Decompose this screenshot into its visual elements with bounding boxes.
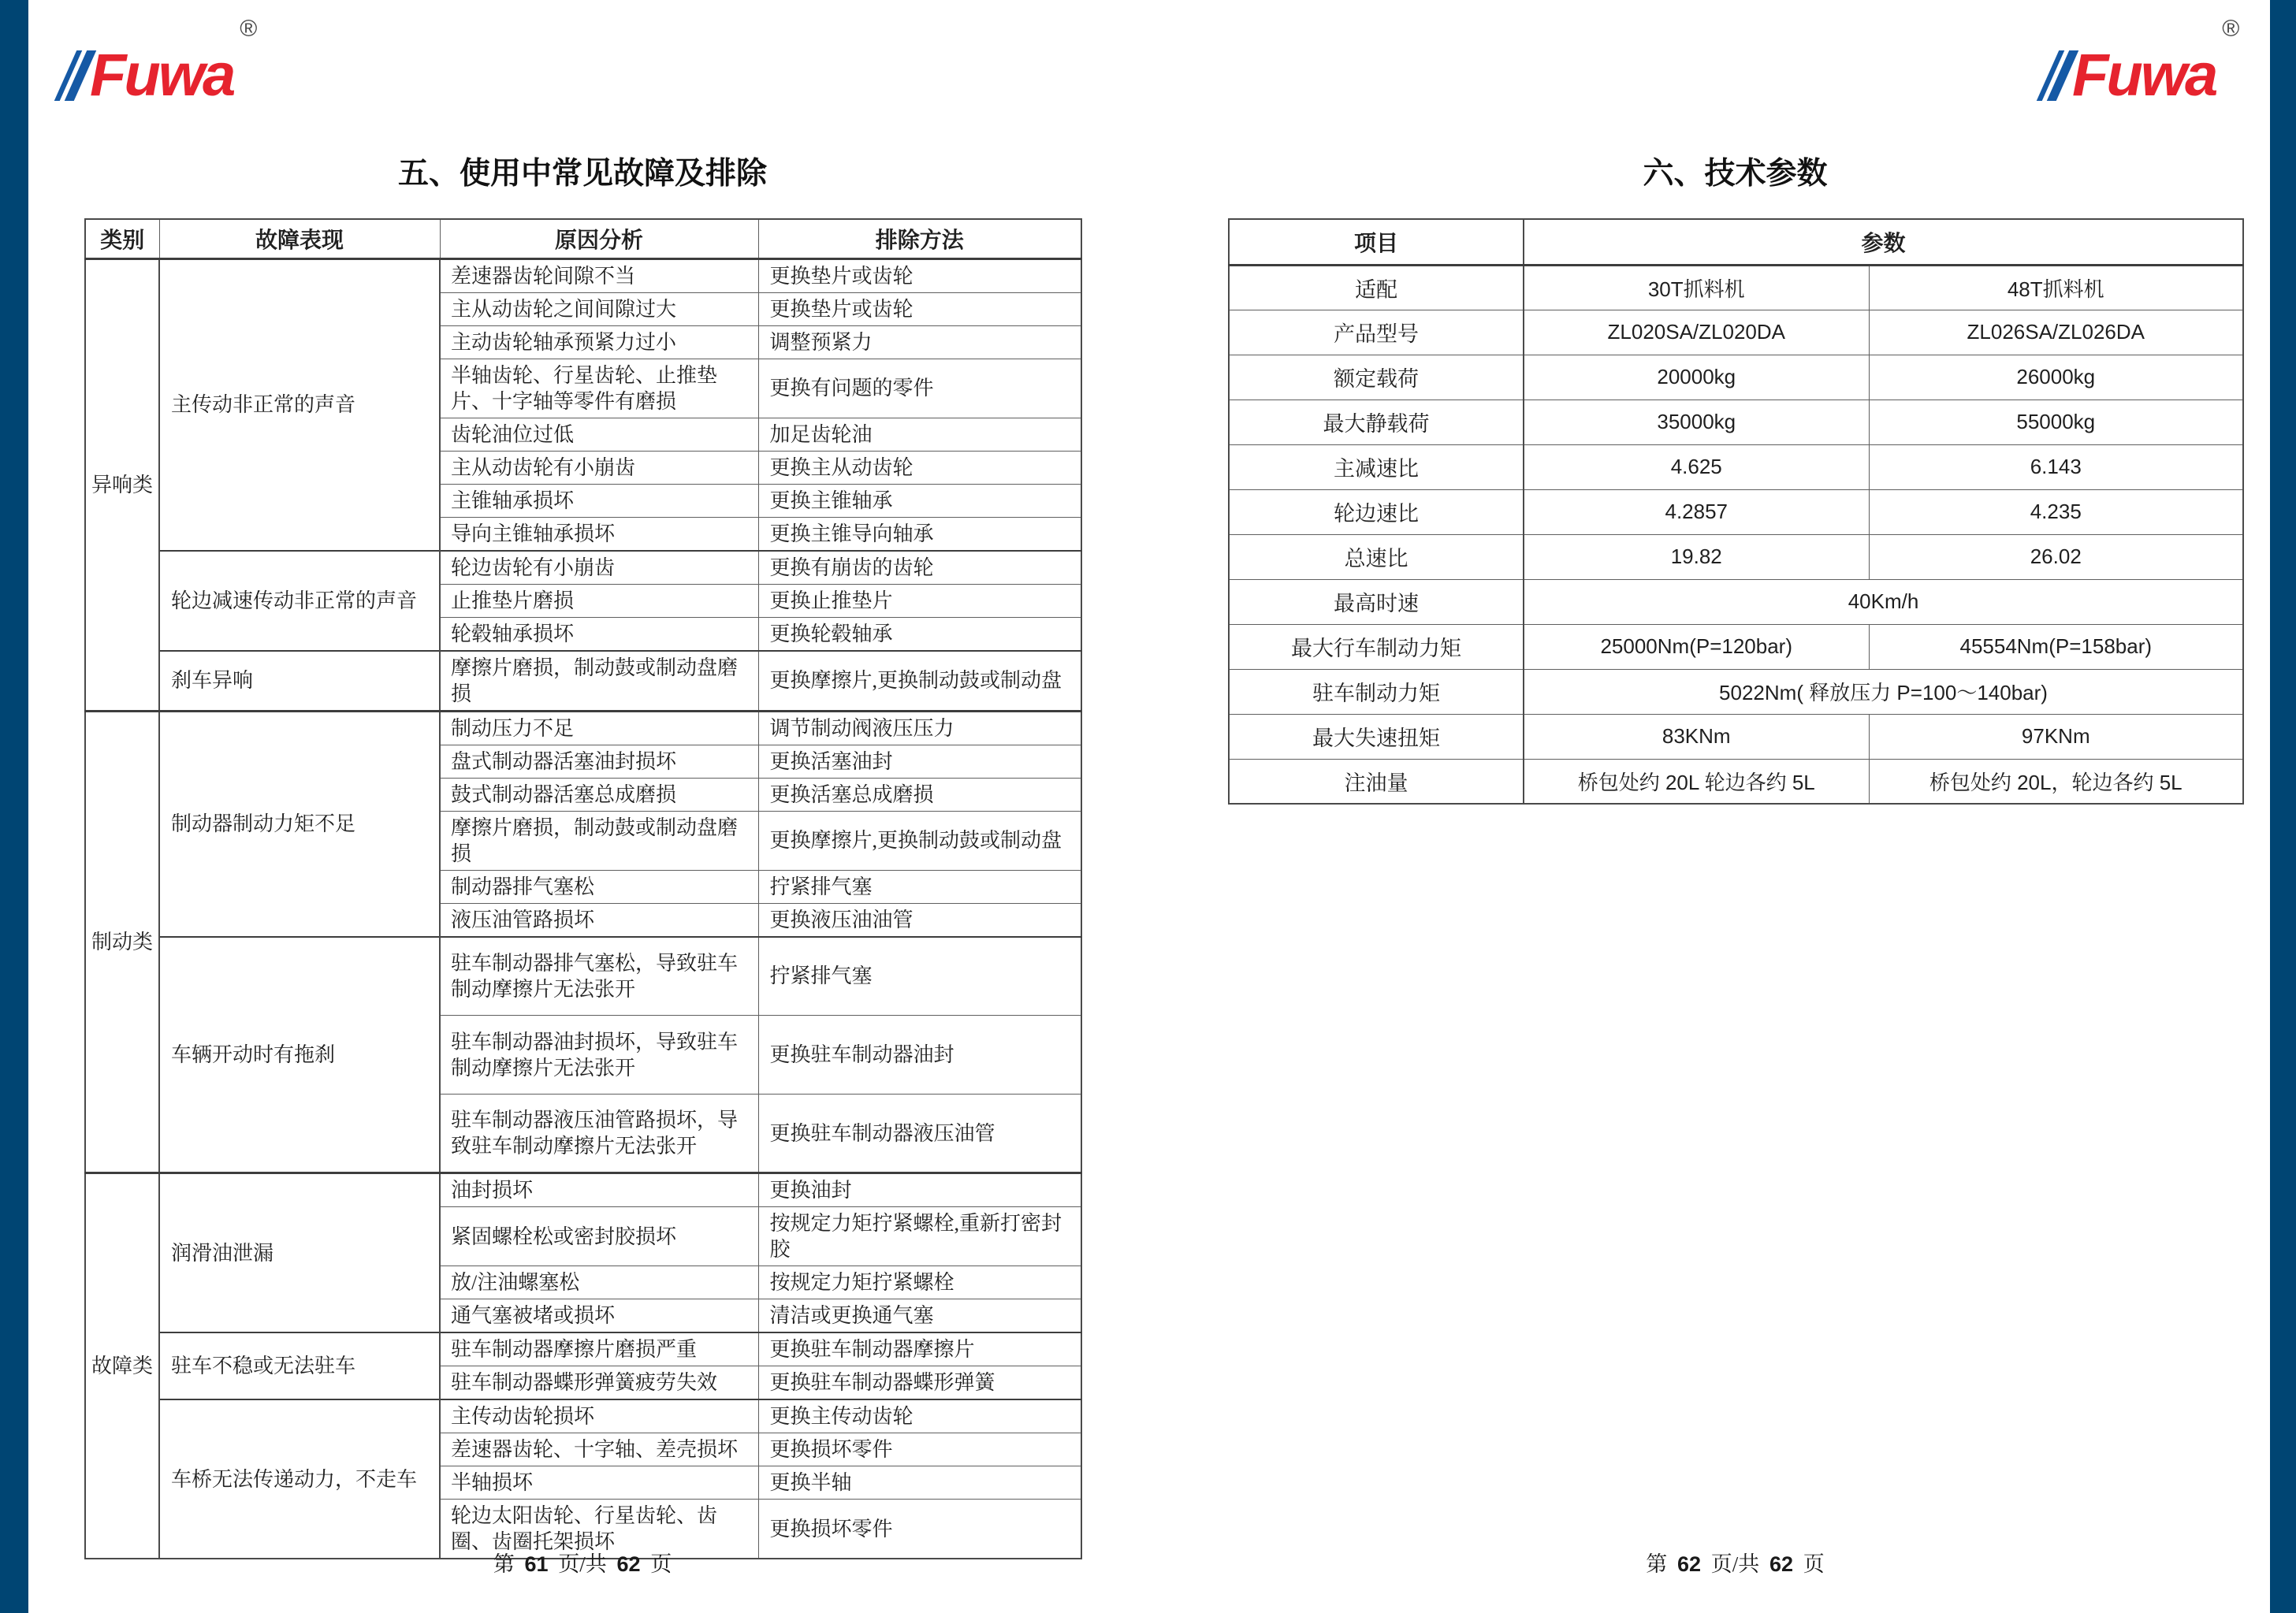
spec-item-cell: 最高时速 <box>1229 579 1524 624</box>
spec-value-cell: 5022Nm( 释放压力 P=100～140bar) <box>1524 669 2243 714</box>
remedy-cell: 按规定力矩拧紧螺栓 <box>758 1266 1081 1299</box>
spec-item-cell: 驻车制动力矩 <box>1229 669 1524 714</box>
footer-text: 页/共 <box>1710 1552 1760 1576</box>
remedy-cell: 加足齿轮油 <box>758 418 1081 451</box>
spec-item-cell: 最大行车制动力矩 <box>1229 624 1524 669</box>
registered-mark-icon: ® <box>240 16 258 42</box>
right-page-number <box>1228 1551 2242 1578</box>
spec-item-cell: 产品型号 <box>1229 310 1524 355</box>
remedy-cell: 更换主传动齿轮 <box>758 1399 1081 1433</box>
fault-cell: 刹车异响 <box>159 651 440 712</box>
cause-cell: 驻车制动器蝶形弹簧疲劳失效 <box>440 1366 758 1400</box>
table-row <box>1229 669 2243 714</box>
remedy-cell: 更换半轴 <box>758 1466 1081 1500</box>
spec-value-cell: 4.625 <box>1524 444 1869 489</box>
remedy-cell: 更换损坏零件 <box>758 1500 1081 1559</box>
cause-cell: 主传动齿轮损坏 <box>440 1399 758 1433</box>
logo-wordmark: Fuwa <box>90 42 234 109</box>
spec-value-cell: 19.82 <box>1524 534 1869 579</box>
cause-cell: 通气塞被堵或损坏 <box>440 1299 758 1333</box>
spec-table-body <box>1229 265 2243 804</box>
cause-cell: 驻车制动器排气塞松，导致驻车制动摩擦片无法张开 <box>440 937 758 1016</box>
left-page-title: 五、使用中常见故障及排除 <box>397 157 767 191</box>
remedy-cell: 调整预紧力 <box>758 325 1081 359</box>
remedy-cell: 更换液压油油管 <box>758 903 1081 937</box>
fault-table <box>84 218 1082 1559</box>
spec-value-cell: 4.2857 <box>1524 489 1869 534</box>
fault-cell: 制动器制动力矩不足 <box>159 711 440 937</box>
spec-value-cell: 6.143 <box>1869 444 2243 489</box>
footer-total-pages: 62 <box>616 1552 641 1576</box>
cause-cell: 齿轮油位过低 <box>440 418 758 451</box>
spec-item-cell: 主减速比 <box>1229 444 1524 489</box>
remedy-cell: 更换主从动齿轮 <box>758 451 1081 484</box>
cause-cell: 导向主锥轴承损坏 <box>440 517 758 551</box>
logo-wordmark: Fuwa <box>2072 42 2216 109</box>
cause-cell: 摩擦片磨损，制动鼓或制动盘磨损 <box>440 651 758 712</box>
table-row <box>85 651 1081 712</box>
cause-cell: 鼓式制动器活塞总成磨损 <box>440 778 758 811</box>
footer-page-number: 61 <box>524 1552 549 1576</box>
table-row <box>85 551 1081 585</box>
spec-value-cell: 48T抓料机 <box>1869 265 2243 310</box>
footer-page-number: 62 <box>1676 1552 1701 1576</box>
cause-cell: 差速器齿轮间隙不当 <box>440 258 758 292</box>
spec-table <box>1228 218 2244 805</box>
table-row <box>85 1399 1081 1433</box>
spec-value-cell: 55000kg <box>1869 400 2243 444</box>
category-cell: 异响类 <box>85 258 159 711</box>
table-row <box>85 937 1081 1016</box>
cause-cell: 轮毂轴承损坏 <box>440 617 758 651</box>
category-cell: 故障类 <box>85 1173 159 1559</box>
remedy-cell: 更换有崩齿的齿轮 <box>758 551 1081 585</box>
fault-cell: 轮边减速传动非正常的声音 <box>159 551 440 651</box>
cause-cell: 主锥轴承损坏 <box>440 484 758 517</box>
remedy-cell: 更换主锥轴承 <box>758 484 1081 517</box>
logo-stripes-icon <box>65 50 85 101</box>
table-row <box>1229 579 2243 624</box>
cause-cell: 放/注油螺塞松 <box>440 1266 758 1299</box>
fault-table-body <box>85 258 1081 1559</box>
remedy-cell: 更换驻车制动器油封 <box>758 1016 1081 1095</box>
fault-cell: 驻车不稳或无法驻车 <box>159 1332 440 1399</box>
table-row <box>1229 355 2243 400</box>
cause-cell: 止推垫片磨损 <box>440 584 758 617</box>
spec-item-cell: 适配 <box>1229 265 1524 310</box>
fault-cell: 润滑油泄漏 <box>159 1173 440 1333</box>
spec-value-cell: 40Km/h <box>1524 579 2243 624</box>
cause-cell: 轮边齿轮有小崩齿 <box>440 551 758 585</box>
cause-cell: 半轴齿轮、行星齿轮、止推垫片、十字轴等零件有磨损 <box>440 359 758 418</box>
footer-text: 页/共 <box>558 1552 607 1576</box>
table-row <box>1229 310 2243 355</box>
table-row <box>1229 714 2243 759</box>
footer-text: 页 <box>1803 1552 1825 1576</box>
left-accent-bar <box>0 0 28 1613</box>
remedy-cell: 更换损坏零件 <box>758 1433 1081 1466</box>
cause-cell: 紧固螺栓松或密封胶损坏 <box>440 1207 758 1266</box>
spec-value-cell: ZL026SA/ZL026DA <box>1869 310 2243 355</box>
cause-cell: 主从动齿轮之间间隙过大 <box>440 292 758 325</box>
fault-cell: 车桥无法传递动力，不走车 <box>159 1399 440 1559</box>
remedy-cell: 更换主锥导向轴承 <box>758 517 1081 551</box>
remedy-cell: 更换轮毂轴承 <box>758 617 1081 651</box>
fuwa-logo-left <box>65 16 258 109</box>
spec-item-cell: 注油量 <box>1229 759 1524 804</box>
cause-cell: 盘式制动器活塞油封损坏 <box>440 745 758 778</box>
header-category: 类别 <box>85 219 159 258</box>
spec-value-cell: 83KNm <box>1524 714 1869 759</box>
remedy-cell: 更换活塞总成磨损 <box>758 778 1081 811</box>
spec-value-cell: 26.02 <box>1869 534 2243 579</box>
table-row <box>1229 265 2243 310</box>
remedy-cell: 更换止推垫片 <box>758 584 1081 617</box>
footer-text: 第 <box>1646 1552 1668 1576</box>
remedy-cell: 拧紧排气塞 <box>758 870 1081 903</box>
spec-value-cell: 20000kg <box>1524 355 1869 400</box>
spec-item-cell: 额定载荷 <box>1229 355 1524 400</box>
cause-cell: 油封损坏 <box>440 1173 758 1207</box>
remedy-cell: 更换驻车制动器蝶形弹簧 <box>758 1366 1081 1400</box>
remedy-cell: 更换摩擦片,更换制动鼓或制动盘 <box>758 811 1081 870</box>
right-page-title: 六、技术参数 <box>1643 157 1828 191</box>
remedy-cell: 更换垫片或齿轮 <box>758 258 1081 292</box>
remedy-cell: 拧紧排气塞 <box>758 937 1081 1016</box>
header-parameter: 参数 <box>1524 219 2243 265</box>
cause-cell: 驻车制动器摩擦片磨损严重 <box>440 1332 758 1366</box>
spec-value-cell: 30T抓料机 <box>1524 265 1869 310</box>
cause-cell: 制动压力不足 <box>440 711 758 745</box>
remedy-cell: 更换摩擦片,更换制动鼓或制动盘 <box>758 651 1081 712</box>
registered-mark-icon: ® <box>2222 16 2240 42</box>
remedy-cell: 调节制动阀液压压力 <box>758 711 1081 745</box>
remedy-cell: 更换垫片或齿轮 <box>758 292 1081 325</box>
footer-text: 页 <box>650 1552 672 1576</box>
cause-cell: 半轴损坏 <box>440 1466 758 1500</box>
header-remedy: 排除方法 <box>758 219 1081 258</box>
cause-cell: 主动齿轮轴承预紧力过小 <box>440 325 758 359</box>
spec-value-cell: 45554Nm(P=158bar) <box>1869 624 2243 669</box>
spec-value-cell: 35000kg <box>1524 400 1869 444</box>
table-row <box>1229 489 2243 534</box>
table-row <box>1229 400 2243 444</box>
footer-text: 第 <box>493 1552 515 1576</box>
remedy-cell: 按规定力矩拧紧螺栓,重新打密封胶 <box>758 1207 1081 1266</box>
remedy-cell: 更换有问题的零件 <box>758 359 1081 418</box>
category-cell: 制动类 <box>85 711 159 1173</box>
spec-table-header-row <box>1229 219 2243 265</box>
table-row <box>85 1332 1081 1366</box>
fuwa-logo-right <box>2048 16 2240 109</box>
cause-cell: 液压油管路损坏 <box>440 903 758 937</box>
cause-cell: 主从动齿轮有小崩齿 <box>440 451 758 484</box>
cause-cell: 驻车制动器液压油管路损坏，导致驻车制动摩擦片无法张开 <box>440 1095 758 1173</box>
spec-item-cell: 轮边速比 <box>1229 489 1524 534</box>
footer-total-pages: 62 <box>1769 1552 1794 1576</box>
spec-value-cell: 25000Nm(P=120bar) <box>1524 624 1869 669</box>
cause-cell: 制动器排气塞松 <box>440 870 758 903</box>
cause-cell: 驻车制动器油封损坏，导致驻车制动摩擦片无法张开 <box>440 1016 758 1095</box>
spec-item-cell: 最大静载荷 <box>1229 400 1524 444</box>
logo-stripes-icon <box>2048 50 2067 101</box>
header-item: 项目 <box>1229 219 1524 265</box>
right-accent-bar <box>2270 0 2296 1613</box>
spec-value-cell: 桥包处约 20L 轮边各约 5L <box>1524 759 1869 804</box>
spec-value-cell: ZL020SA/ZL020DA <box>1524 310 1869 355</box>
remedy-cell: 更换油封 <box>758 1173 1081 1207</box>
left-page-number <box>84 1551 1081 1578</box>
table-row <box>85 1173 1081 1207</box>
spec-item-cell: 最大失速扭矩 <box>1229 714 1524 759</box>
table-row <box>1229 624 2243 669</box>
cause-cell: 轮边太阳齿轮、行星齿轮、齿圈、齿圈托架损坏 <box>440 1500 758 1559</box>
cause-cell: 差速器齿轮、十字轴、差壳损坏 <box>440 1433 758 1466</box>
cause-cell: 摩擦片磨损，制动鼓或制动盘磨损 <box>440 811 758 870</box>
table-row <box>85 711 1081 745</box>
table-row <box>85 258 1081 292</box>
table-row <box>1229 534 2243 579</box>
fault-cell: 主传动非正常的声音 <box>159 258 440 551</box>
header-cause: 原因分析 <box>440 219 758 258</box>
remedy-cell: 更换驻车制动器摩擦片 <box>758 1332 1081 1366</box>
spec-value-cell: 桥包处约 20L，轮边各约 5L <box>1869 759 2243 804</box>
remedy-cell: 更换驻车制动器液压油管 <box>758 1095 1081 1173</box>
header-fault: 故障表现 <box>159 219 440 258</box>
table-row <box>1229 759 2243 804</box>
spec-value-cell: 26000kg <box>1869 355 2243 400</box>
remedy-cell: 清洁或更换通气塞 <box>758 1299 1081 1333</box>
spec-value-cell: 97KNm <box>1869 714 2243 759</box>
fault-cell: 车辆开动时有拖刹 <box>159 937 440 1173</box>
remedy-cell: 更换活塞油封 <box>758 745 1081 778</box>
fault-table-header-row <box>85 219 1081 258</box>
spec-item-cell: 总速比 <box>1229 534 1524 579</box>
spec-value-cell: 4.235 <box>1869 489 2243 534</box>
table-row <box>1229 444 2243 489</box>
